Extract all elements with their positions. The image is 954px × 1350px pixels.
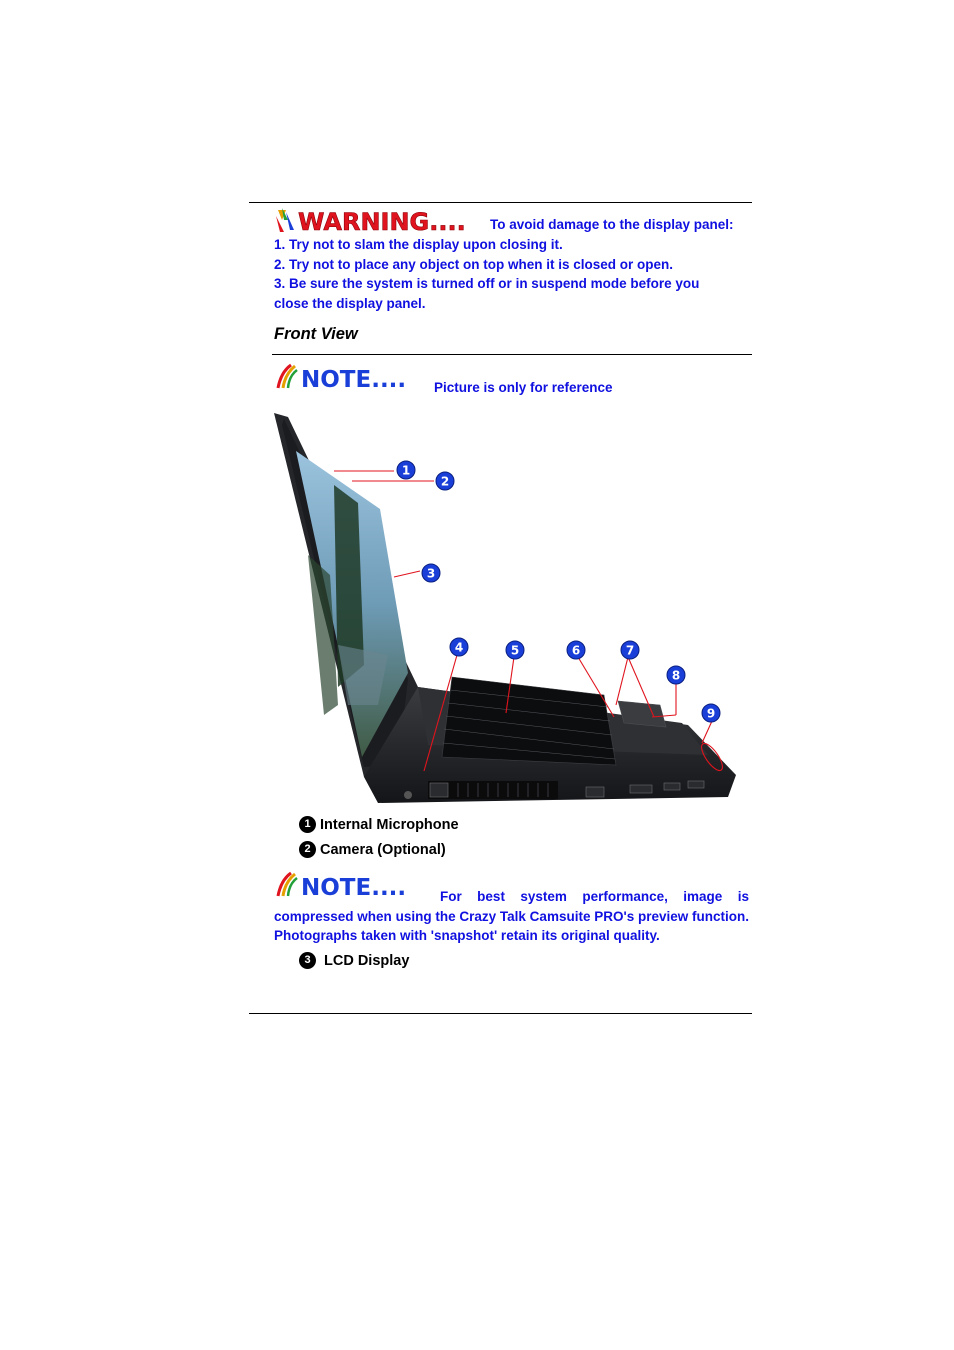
svg-text:6: 6 xyxy=(571,643,581,658)
item-number-badge: 1 xyxy=(299,816,316,833)
item-camera xyxy=(299,841,446,858)
section-rule xyxy=(272,354,752,355)
item-number-badge: 3 xyxy=(299,952,316,969)
callout-7 xyxy=(620,640,640,665)
callout-3 xyxy=(421,563,441,588)
item-label: Internal Microphone xyxy=(320,816,459,833)
item-label: LCD Display xyxy=(324,952,410,969)
svg-text:3: 3 xyxy=(426,566,436,581)
callout-5 xyxy=(505,640,525,665)
warning-line-4: close the display panel. xyxy=(274,296,426,311)
warning-line-1: 1. Try not to slam the display upon closing it. xyxy=(274,237,563,252)
svg-text:NOTE....: NOTE.... xyxy=(301,875,405,900)
bottom-rule xyxy=(249,1013,752,1014)
svg-text:5: 5 xyxy=(510,643,520,658)
item-internal-microphone xyxy=(299,816,459,833)
laptop-illustration xyxy=(268,405,748,810)
callout-1 xyxy=(396,460,416,485)
note-logo-1 xyxy=(275,362,405,397)
warning-icon xyxy=(274,206,474,236)
warning-line-2: 2. Try not to place any object on top when it is closed or open. xyxy=(274,257,674,272)
svg-text:2: 2 xyxy=(440,474,450,489)
svg-text:4: 4 xyxy=(454,640,464,655)
item-lcd-display xyxy=(299,952,409,969)
svg-text:7: 7 xyxy=(625,643,635,658)
note-1-text: Picture is only for reference xyxy=(434,380,613,395)
warning-line-3: 3. Be sure the system is turned off or in suspend mode before you xyxy=(274,276,700,291)
svg-text:1: 1 xyxy=(401,463,411,478)
callout-9 xyxy=(701,703,721,728)
callout-8 xyxy=(666,665,686,690)
svg-text:8: 8 xyxy=(671,668,681,683)
warning-logo xyxy=(274,206,474,241)
item-label: Camera (Optional) xyxy=(320,841,446,858)
item-number-badge: 2 xyxy=(299,841,316,858)
callout-4 xyxy=(449,637,469,662)
svg-text:NOTE....: NOTE.... xyxy=(301,367,405,392)
note-icon xyxy=(275,362,405,392)
note-2-text: For best system performance, image is compressed when using the Crazy Talk Camsuite PRO's preview function. Photographs taken with 'snapshot' retain its original quality. xyxy=(274,889,749,943)
callout-6 xyxy=(566,640,586,665)
section-title: Front View xyxy=(274,325,358,343)
laptop-image xyxy=(268,405,748,815)
top-rule xyxy=(249,202,752,203)
svg-text:WARNING....: WARNING.... xyxy=(298,208,466,236)
svg-text:9: 9 xyxy=(706,706,716,721)
callout-2 xyxy=(435,471,455,496)
warning-intro: To avoid damage to the display panel: xyxy=(490,217,734,232)
